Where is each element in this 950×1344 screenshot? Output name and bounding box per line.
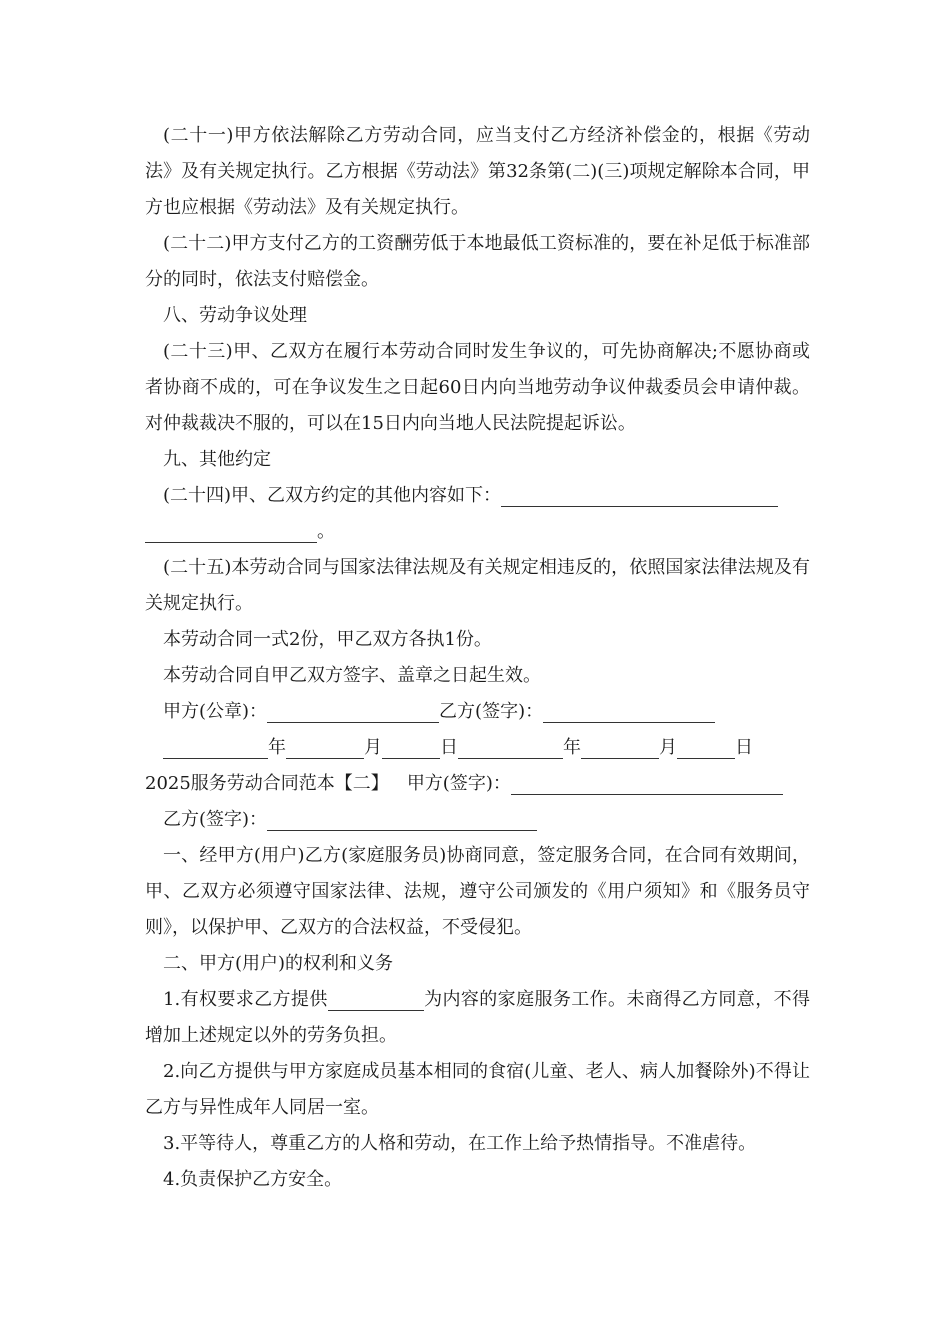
item-1-text-a: 1.有权要求乙方提供 bbox=[163, 989, 328, 1010]
item-3: 3.平等待人，尊重乙方的人格和劳动，在工作上给予热情指导。不准虐待。 bbox=[163, 1133, 757, 1154]
date-b-day: 日 bbox=[735, 737, 753, 758]
date-a-year: 年 bbox=[268, 737, 286, 758]
item-1-blank bbox=[328, 988, 424, 1011]
section-9-heading: 九、其他约定 bbox=[163, 449, 271, 470]
section-8-heading: 八、劳动争议处理 bbox=[163, 305, 307, 326]
party-b-sign-blank bbox=[543, 700, 715, 723]
party-a-seal-blank bbox=[267, 700, 439, 723]
item-2: 2.向乙方提供与甲方家庭成员基本相同的食宿(儿童、老人、病人加餐除外)不得让乙方与异性成年人同居一室。 bbox=[145, 1061, 810, 1118]
effective-clause: 本劳动合同自甲乙双方签字、盖章之日起生效。 bbox=[163, 665, 541, 686]
contract-2-title-line bbox=[145, 766, 810, 802]
contract-2-party-b-label: 乙方(签字)： bbox=[163, 809, 268, 830]
contract-2-party-b-line bbox=[145, 802, 810, 838]
party-a-seal-label: 甲方(公章)： bbox=[163, 701, 268, 722]
clause-23: (二十三)甲、乙双方在履行本劳动合同时发生争议的，可先协商解决;不愿协商或者协商不成的，可在争议发生之日起60日内向当地劳动争议仲裁委员会申请仲裁。对仲裁裁决不服的，可以在15日内向当地人民法院提起诉讼。 bbox=[145, 341, 810, 434]
clause-22: (二十二)甲方支付乙方的工资酬劳低于本地最低工资标准的，要在补足低于标准部分的同时，依法支付赔偿金。 bbox=[145, 233, 810, 290]
date-a-day-blank bbox=[382, 736, 440, 759]
document-body bbox=[145, 0, 810, 1198]
contract-2-party-a-label: 甲方(签字)： bbox=[406, 773, 511, 794]
item-1 bbox=[145, 982, 810, 1054]
contract-2-title: 2025服务劳动合同范本【二】 bbox=[145, 773, 389, 794]
clause-21: (二十一)甲方依法解除乙方劳动合同，应当支付乙方经济补偿金的，根据《劳动法》及有关规定执行。乙方根据《劳动法》第32条第(二)(三)项规定解除本合同，甲方也应根据《劳动法》及有关规定执行。 bbox=[145, 125, 810, 218]
date-a-month-blank bbox=[286, 736, 364, 759]
item-4: 4.负责保护乙方安全。 bbox=[163, 1169, 343, 1190]
clause-24-end: 。 bbox=[317, 521, 335, 542]
signature-line-1 bbox=[145, 694, 810, 730]
date-a-month: 月 bbox=[364, 737, 382, 758]
copies-clause: 本劳动合同一式2份，甲乙双方各执1份。 bbox=[163, 629, 492, 650]
contract-2-party-b-blank bbox=[267, 808, 537, 831]
date-b-month: 月 bbox=[659, 737, 677, 758]
contract-2-party-a-blank bbox=[511, 772, 783, 795]
date-line bbox=[145, 730, 810, 766]
clause-25: (二十五)本劳动合同与国家法律法规及有关规定相违反的，依照国家法律法规及有关规定执行。 bbox=[145, 557, 810, 614]
party-b-sign-label: 乙方(签字)： bbox=[439, 701, 544, 722]
clause-24-label: (二十四)甲、乙双方约定的其他内容如下： bbox=[163, 485, 502, 506]
date-b-day-blank bbox=[677, 736, 735, 759]
date-a-day: 日 bbox=[440, 737, 458, 758]
clause-24-line-2 bbox=[145, 514, 810, 550]
item-1-text-b: 为内容的家庭服务工作。未商得乙方同意，不得增加上述规定以外的劳务负担。 bbox=[145, 989, 810, 1046]
clause-24-blank bbox=[501, 484, 778, 507]
date-b-year-blank bbox=[458, 736, 563, 759]
section-1: 一、经甲方(用户)乙方(家庭服务员)协商同意，签定服务合同，在合同有效期间，甲、乙双方必须遵守国家法律、法规，遵守公司颁发的《用户须知》和《服务员守则》，以保护甲、乙双方的合法权益，不受侵犯。 bbox=[145, 845, 810, 938]
date-b-month-blank bbox=[581, 736, 659, 759]
clause-24-blank-2 bbox=[145, 520, 317, 543]
section-2-heading: 二、甲方(用户)的权利和义务 bbox=[163, 953, 394, 974]
date-b-year: 年 bbox=[563, 737, 581, 758]
date-a-year-blank bbox=[163, 736, 268, 759]
clause-24-line bbox=[145, 478, 810, 514]
